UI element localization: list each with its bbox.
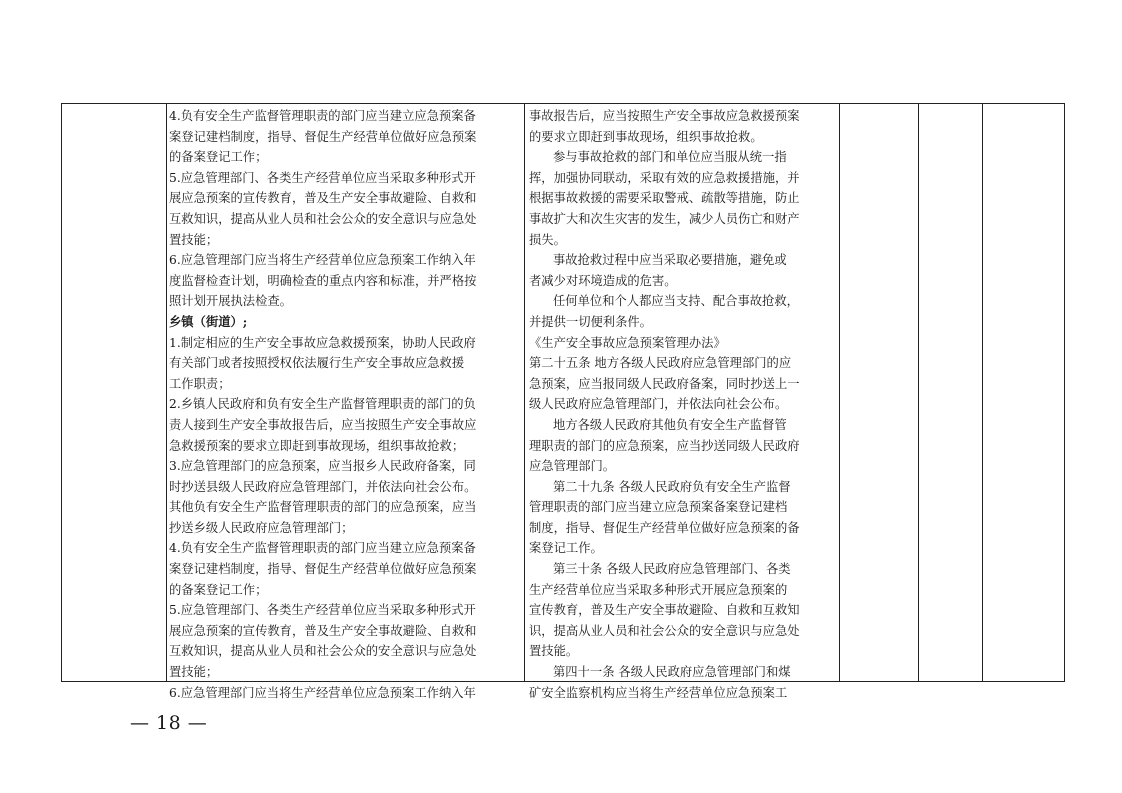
text-line: 度监督检查计划，明确检查的重点内容和标准，并严格按 [169, 273, 477, 288]
text-line: 案登记建档制度，指导、督促生产经营单位做好应急预案 [169, 129, 477, 144]
text-line: 宣传教育，普及生产安全事故避险、自救和互救知 [529, 603, 800, 618]
text-line: 第三十条 各级人民政府应急管理部门、各类 [553, 562, 791, 577]
text-line: 置技能。 [529, 644, 579, 659]
responsibility-cell [169, 106, 518, 703]
text-line: 4.负有安全生产监督管理职责的部门应当建立应急预案备 [169, 109, 476, 123]
text-line: 根据事故救援的需要采取警戒、疏散等措施，防止 [529, 191, 800, 206]
text-line: 6.应急管理部门应当将生产经营单位应急预案工作纳入年 [169, 685, 476, 700]
text-line: 有关部门或者按照授权依法履行生产安全事故应急救援 [169, 356, 465, 371]
page-number: — 18 — [130, 712, 208, 734]
text-line: 时抄送县级人民政府应急管理部门，并依法向社会公布。 [169, 479, 477, 494]
text-line: 地方各级人民政府其他负有安全生产监督管 [553, 417, 787, 432]
text-line: 照计划开展执法检查。 [169, 294, 292, 309]
text-line: 5.应急管理部门、各类生产经营单位应当采取多种形式开 [169, 170, 476, 185]
text-line: 置技能； [169, 665, 219, 680]
text-line: 并提供一切便利条件。 [529, 314, 652, 329]
text-line: 者减少对环境造成的危害。 [529, 273, 677, 288]
text-line: 急预案，应当报同级人民政府备案，同时抄送上一 [529, 376, 800, 391]
regulation-table [61, 103, 1065, 700]
text-line: 互救知识，提高从业人员和社会公众的安全意识与应急处 [169, 211, 477, 226]
text-line: 级人民政府应急管理部门，并依法向社会公布。 [529, 397, 788, 412]
text-line: 识，提高从业人员和社会公众的安全意识与应急处 [529, 623, 800, 638]
text-line: 互救知识，提高从业人员和社会公众的安全意识与应急处 [169, 644, 477, 659]
text-line: 矿安全监察机构应当将生产经营单位应急预案工 [529, 685, 788, 700]
text-line: 事故扩大和次生灾害的发生，减少人员伤亡和财产 [529, 211, 800, 226]
text-line: 的备案登记工作； [169, 150, 268, 165]
text-line: 生产经营单位应当采取多种形式开展应急预案的 [529, 582, 788, 597]
text-line: 案登记建档制度，指导、督促生产经营单位做好应急预案 [169, 562, 477, 577]
text-line: 的备案登记工作； [169, 582, 268, 597]
text-line: 案登记工作。 [529, 541, 603, 556]
text-line: 责人接到生产安全事故报告后，应当按照生产安全事故应 [169, 417, 477, 432]
text-line: 1.制定相应的生产安全事故应急救援预案，协助人民政府 [169, 335, 476, 350]
text-line: 事故抢救过程中应当采取必要措施，避免或 [553, 253, 787, 268]
text-line: 6.应急管理部门应当将生产经营单位应急预案工作纳入年 [169, 253, 476, 268]
text-line: 管理职责的部门应当建立应急预案备案登记建档 [529, 500, 788, 515]
text-line: 5.应急管理部门、各类生产经营单位应当采取多种形式开 [169, 603, 476, 618]
column-divider [166, 104, 167, 681]
text-line: 挥，加强协同联动，采取有效的应急救援措施，并 [529, 170, 800, 185]
column-divider [524, 104, 525, 681]
text-line: 理职责的部门的应急预案，应当抄送同级人民政府 [529, 438, 800, 453]
text-line: 第二十九条 各级人民政府负有安全生产监督 [553, 479, 791, 494]
text-line: 4.负有安全生产监督管理职责的部门应当建立应急预案备 [169, 541, 476, 556]
text-line: 工作职责； [169, 376, 231, 391]
text-line: 第二十五条 地方各级人民政府应急管理部门的应 [529, 356, 792, 371]
text-line: 事故报告后，应当按照生产安全事故应急救援预案 [529, 109, 800, 123]
text-line: 3.应急管理部门的应急预案，应当报乡人民政府备案，同 [169, 459, 476, 474]
section-heading: 乡镇（街道）; [169, 313, 248, 329]
text-line: 第四十一条 各级人民政府应急管理部门和煤 [553, 665, 791, 680]
text-line: 参与事故抢救的部门和单位应当服从统一指 [553, 150, 787, 165]
legal-basis-cell [529, 106, 833, 703]
text-line: 制度，指导、督促生产经营单位做好应急预案的备 [529, 520, 800, 535]
text-line: 展应急预案的宣传教育，普及生产安全事故避险、自救和 [169, 623, 477, 638]
text-line: 展应急预案的宣传教育，普及生产安全事故避险、自救和 [169, 191, 477, 206]
regulation-title: 《生产安全事故应急预案管理办法》 [529, 335, 726, 350]
text-line: 抄送乡级人民政府应急管理部门； [169, 520, 354, 535]
text-line: 置技能； [169, 232, 219, 247]
text-line: 损失。 [529, 232, 566, 247]
text-line: 任何单位和个人都应当支持、配合事故抢救， [553, 294, 799, 309]
text-line: 其他负有安全生产监督管理职责的部门的应急预案，应当 [169, 500, 477, 515]
text-line: 急救援预案的要求立即赶到事故现场，组织事故抢救； [169, 438, 465, 453]
text-line: 应急管理部门。 [529, 459, 616, 474]
column-divider [982, 104, 983, 681]
column-divider [839, 104, 840, 681]
column-divider [918, 104, 919, 681]
text-line: 2.乡镇人民政府和负有安全生产监督管理职责的部门的负 [169, 397, 476, 412]
text-line: 的要求立即赶到事故现场，组织事故抢救。 [529, 129, 763, 144]
